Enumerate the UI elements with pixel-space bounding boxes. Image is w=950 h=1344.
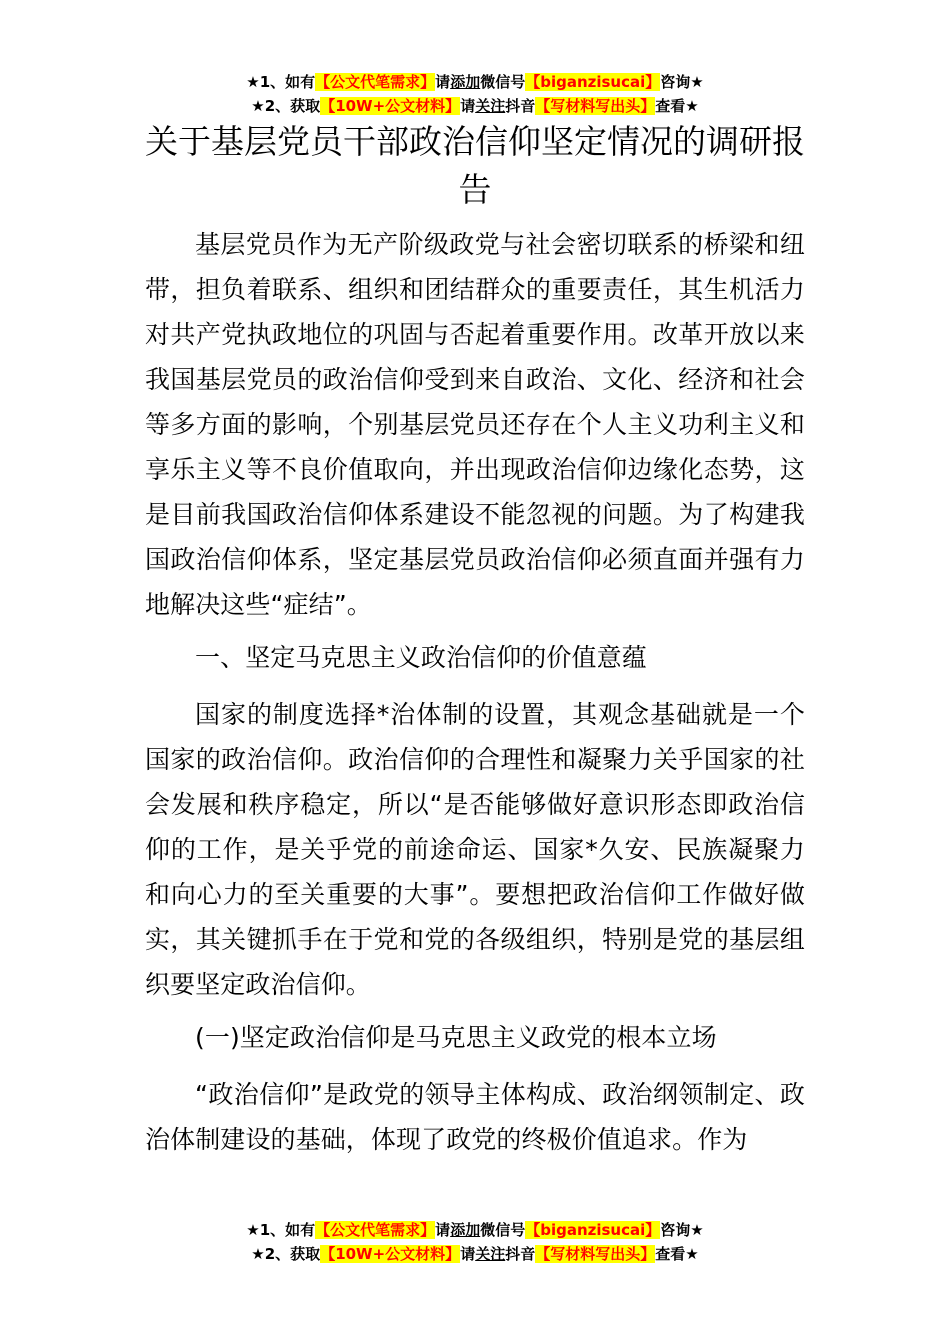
section-heading-1: 一、坚定马克思主义政治信仰的价值意蕴 xyxy=(195,643,647,672)
promo-highlight: 【biganzisucai】 xyxy=(525,73,661,91)
promo-underline: 添加 xyxy=(450,73,481,91)
footer-banner-line-1 xyxy=(0,1218,950,1242)
promo-highlight: 【10W+公文材料】 xyxy=(320,97,461,115)
promo-text: 咨询★ xyxy=(660,1221,704,1239)
footer-banner-line-2 xyxy=(0,1242,950,1266)
promo-text: ★2、获取 xyxy=(251,97,321,115)
paragraph-subsection-1: “政治信仰”是政党的领导主体构成、政治纲领制定、政治体制建设的基础，体现了政党的终极价值追求。作为 xyxy=(145,1080,805,1154)
promo-text: ★1、如有 xyxy=(246,73,316,91)
promo-underline: 关注 xyxy=(475,1245,506,1263)
promo-text: 查看★ xyxy=(655,1245,699,1263)
subsection-heading-1: (一)坚定政治信仰是马克思主义政党的根本立场 xyxy=(195,1023,717,1052)
document-title: 关于基层党员干部政治信仰坚定情况的调研报告 xyxy=(145,122,805,209)
promo-underline: 关注 xyxy=(475,97,506,115)
promo-text: 请 xyxy=(460,97,476,115)
promo-text: 抖音 xyxy=(505,97,536,115)
promo-text: 微信号 xyxy=(480,1221,526,1239)
promo-text: 请 xyxy=(435,1221,451,1239)
promo-text: 请 xyxy=(460,1245,476,1263)
promo-text: 微信号 xyxy=(480,73,526,91)
footer-banner xyxy=(0,1218,950,1266)
promo-text: ★1、如有 xyxy=(246,1221,316,1239)
promo-highlight: 【公文代笔需求】 xyxy=(315,73,436,91)
header-banner-line-1 xyxy=(0,70,950,94)
promo-text: 咨询★ xyxy=(660,73,704,91)
promo-highlight: 【写材料写出头】 xyxy=(535,97,656,115)
promo-text: 查看★ xyxy=(655,97,699,115)
promo-text: 请 xyxy=(435,73,451,91)
promo-underline: 添加 xyxy=(450,1221,481,1239)
promo-highlight: 【biganzisucai】 xyxy=(525,1221,661,1239)
promo-highlight: 【写材料写出头】 xyxy=(535,1245,656,1263)
header-banner-line-2 xyxy=(0,94,950,118)
header-banner xyxy=(0,70,950,118)
paragraph-intro: 基层党员作为无产阶级政党与社会密切联系的桥梁和纽带，担负着联系、组织和团结群众的重要责任，其生机活力对共产党执政地位的巩固与否起着重要作用。改革开放以来我国基层党员的政治信仰受到来自政治、文化、经济和社会等多方面的影响，个别基层党员还存在个人主义功利主义和享乐主义等不良价值取向，并出现政治信仰边缘化态势，这是目前我国政治信仰体系建设不能忽视的问题。为了构建我国政治信仰体系，坚定基层党员政治信仰必须直面并强有力地解决这些“症结”。 xyxy=(145,230,805,619)
paragraph-section-1: 国家的制度选择*治体制的设置，其观念基础就是一个国家的政治信仰。政治信仰的合理性和凝聚力关乎国家的社会发展和秩序稳定，所以“是否能够做好意识形态即政治信仰的工作，是关乎党的前途命运、国家*久安、民族凝聚力和向心力的至关重要的大事”。要想把政治信仰工作做好做实，其关键抓手在于党和党的各级组织，特别是党的基层组织要坚定政治信仰。 xyxy=(145,700,805,999)
promo-text: ★2、获取 xyxy=(251,1245,321,1263)
promo-highlight: 【公文代笔需求】 xyxy=(315,1221,436,1239)
promo-text: 抖音 xyxy=(505,1245,536,1263)
document-body xyxy=(145,222,805,1162)
promo-highlight: 【10W+公文材料】 xyxy=(320,1245,461,1263)
